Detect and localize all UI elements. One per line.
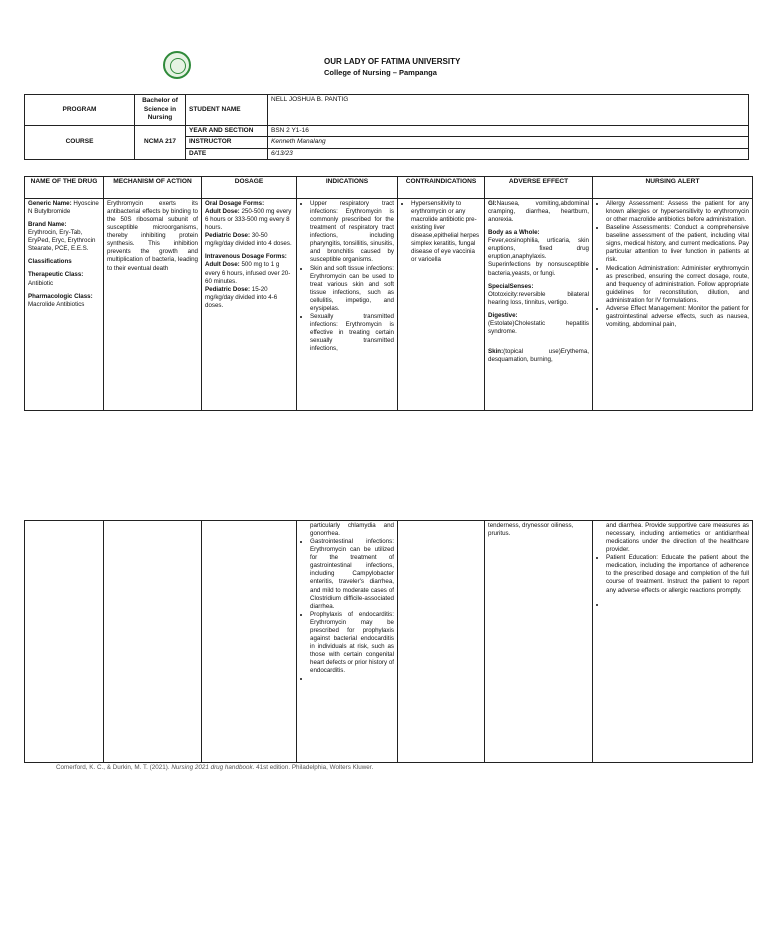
instructor-label: INSTRUCTOR bbox=[186, 137, 268, 148]
student-name-value: NELL JOSHUA B. PANTIG bbox=[268, 95, 749, 126]
iv-adult-label: Adult Dose: bbox=[205, 261, 240, 269]
indication-item: • Prophylaxis of endocarditis: Erythromycin may be prescribed for prophylaxis against bacterial endocarditis in individuals at risk, such as those with certain congenital heart defects or prior history of endocarditis. bbox=[310, 611, 394, 676]
adverse-cell-cont bbox=[485, 521, 593, 763]
col-header-contraindications: CONTRAINDICATIONS bbox=[398, 177, 485, 199]
nursing-cell bbox=[593, 199, 753, 411]
body-effects: Fever,eosinophilia, urticaria, skin eruptions, fixed drug eruption,anaphylaxis. Superinfections by nonsusceptible bacteria,yeasts, or fungi. bbox=[488, 237, 589, 277]
indication-continuation: particularly chlamydia and gonorrhea. bbox=[310, 522, 394, 538]
col-header-nursing: NURSING ALERT bbox=[593, 177, 753, 199]
university-name: OUR LADY OF FATIMA UNIVERSITY bbox=[324, 57, 461, 66]
oral-ped-dose: 30-50 mg/kg/day divided into 4 doses. bbox=[205, 232, 292, 248]
indication-item: • Sexually transmitted infections: Erythromycin is effective in treating certain sexually transmitted infections, bbox=[310, 313, 394, 353]
senses-effects: Ototoxicity:reversible bilateral hearing loss, tinnitus, vertigo. bbox=[488, 290, 589, 306]
skin-effects: (topical use)Erythema, desquamation, burning, bbox=[488, 347, 589, 363]
indication-item-empty bbox=[310, 675, 394, 683]
university-seal-icon bbox=[163, 51, 191, 79]
digestive-effects: (Estolate)Cholestatic hepatitis syndrome. bbox=[488, 319, 589, 335]
iv-adult-dose: 500 mg to 1 g every 6 hours, infused over 20-60 minutes. bbox=[205, 261, 291, 285]
pharmacologic-value: Macrolide Antibiotics bbox=[28, 300, 85, 308]
oral-adult-label: Adult Dose: bbox=[205, 208, 240, 216]
nursing-item: • Patient Education: Educate the patient about the medication, including the importance of adherence to the prescribed dosage and completion of the full course of treatment. Instruct the patient to report any adverse effects or allergic reactions promptly. bbox=[606, 554, 749, 594]
gi-effects: Nausea, vomiting,abdominal cramping, diarrhea, heartburn, anorexia. bbox=[488, 200, 589, 224]
pharmacologic-label: Pharmacologic Class: bbox=[28, 292, 93, 300]
contraindication-item: • Hypersensitivity to erythromycin or any macrolide antibiotic pre-existing liver disease,epithelial herpes simplex keratitis, fungal disease of eye vaccinia or varicella bbox=[411, 200, 481, 265]
student-info-table bbox=[24, 94, 749, 160]
nursing-item: • Baseline Assessments: Conduct a comprehensive baseline assessment of the patient, including vital signs, medical history, and current medications. Pay particular attention to liver function in patients at risk. bbox=[606, 224, 749, 264]
skin-label: Skin: bbox=[488, 347, 504, 355]
citation-title: Nursing 2021 drug handbook bbox=[171, 764, 253, 771]
col-header-indications: INDICATIONS bbox=[297, 177, 398, 199]
program-label: PROGRAM bbox=[25, 95, 135, 126]
digestive-label: Digestive: bbox=[488, 311, 518, 319]
nursing-item: • Medication Administration: Administer erythromycin as prescribed, ensuring the correct dosage, route, and frequency of administration. Follow appropriate guidelines for reconstitution, dilution, and administration for IV formulations. bbox=[606, 265, 749, 305]
nursing-item-empty bbox=[606, 601, 749, 609]
indication-item: • Gastrointestinal infections: Erythromycin can be utilized for the treatment of gastrointestinal infections, including Campylobacter enteritis, traveler's diarrhea, and mild to moderate cases of Clostridium difficile-associated diarrhea. bbox=[310, 538, 394, 611]
adverse-cell bbox=[485, 199, 593, 411]
col-header-drug: NAME OF THE DRUG bbox=[25, 177, 104, 199]
course-value: NCMA 217 bbox=[135, 126, 186, 160]
citation bbox=[56, 764, 373, 771]
generic-value: Hyoscine N Butylbromide bbox=[28, 200, 99, 216]
citation-authors: Comerford, K. C., & Durkin, M. T. (2021). bbox=[56, 764, 172, 771]
year-section-label: YEAR AND SECTION bbox=[186, 126, 268, 137]
iv-ped-dose: 15-20 mg/kg/day divided into 4-6 doses. bbox=[205, 285, 278, 309]
gi-label: GI: bbox=[488, 200, 497, 207]
student-name-label: STUDENT NAME bbox=[186, 95, 268, 126]
generic-label: Generic Name: bbox=[28, 200, 72, 207]
col-header-adverse: ADVERSE EFFECT bbox=[485, 177, 593, 199]
indication-item: • Skin and soft tissue infections: Erythromycin can be used to treat various skin and soft tissue infections, such as cellulitis, impetigo, and erysipelas. bbox=[310, 265, 394, 313]
indication-item: • Upper respiratory tract infections: Erythromycin is commonly prescribed for the treatment of respiratory tract infections, including pharyngitis, tonsillitis, sinusitis, and bronchitis caused by susceptible organisms. bbox=[310, 200, 394, 265]
program-value: Bachelor of Science in Nursing bbox=[135, 95, 186, 126]
classification-label: Classifications bbox=[28, 258, 72, 266]
contraindications-cell-cont bbox=[398, 521, 485, 763]
drug-name-cell-cont bbox=[25, 521, 104, 763]
dosage-cell bbox=[202, 199, 297, 411]
nursing-item: • Allergy Assessment: Assess the patient for any known allergies or hypersensitivity to erythromycin or other macrolide antibiotics before administration. bbox=[606, 200, 749, 224]
skin-effects-cont: tenderness, drynessor oiliness, pruritus. bbox=[488, 522, 574, 538]
nursing-cell-cont bbox=[593, 521, 753, 763]
course-label: COURSE bbox=[25, 126, 135, 160]
indications-cell-cont bbox=[297, 521, 398, 763]
year-section-value: BSN 2 Y1-16 bbox=[268, 126, 749, 137]
date-label: DATE bbox=[186, 148, 268, 159]
col-header-dosage: DOSAGE bbox=[202, 177, 297, 199]
drug-name-cell bbox=[25, 199, 104, 411]
iv-ped-label: Pediatric Dose: bbox=[205, 285, 251, 293]
citation-publisher: . 41st edition. Philadelphia, Wolters Kluwer. bbox=[252, 764, 374, 771]
oral-label: Oral Dosage Forms: bbox=[205, 200, 265, 207]
college-name: College of Nursing – Pampanga bbox=[324, 68, 437, 77]
date-value: 6/13/23 bbox=[268, 148, 749, 159]
nursing-continuation: and diarrhea. Provide supportive care measures as necessary, including antiemetics or antidiarrheal medications under the direction of the healthcare provider. bbox=[606, 522, 749, 554]
iv-label: Intravenous Dosage Forms: bbox=[205, 253, 287, 261]
body-label: Body as a Whole: bbox=[488, 229, 540, 237]
oral-ped-label: Pediatric Dose: bbox=[205, 232, 251, 240]
brand-value: Erythrocin, Ery-Tab, EryPed, Eryc, Erythrocin Stearate, PCE, E.E.S. bbox=[28, 229, 96, 253]
contraindications-cell bbox=[398, 199, 485, 411]
senses-label: SpecialSenses: bbox=[488, 282, 534, 290]
mechanism-cell: Erythromycin exerts its antibacterial effects by binding to the 50S ribosomal subunit of susceptible microorganisms, thereby inhibiting protein synthesis. This inhibition prevents the growth and multiplication of bacteria, leading to their eventual death bbox=[104, 199, 202, 411]
col-header-mechanism: MECHANISM OF ACTION bbox=[104, 177, 202, 199]
drug-study-table-page2 bbox=[24, 520, 753, 763]
therapeutic-label: Therapeutic Class: bbox=[28, 271, 84, 279]
instructor-value: Kenneth Manalang bbox=[268, 137, 749, 148]
oral-adult-dose: 250-500 mg every 6 hours or 333-500 mg every 8 hours. bbox=[205, 208, 292, 232]
therapeutic-value: Antibiotic bbox=[28, 279, 54, 287]
indications-cell bbox=[297, 199, 398, 411]
brand-label: Brand Name: bbox=[28, 221, 67, 229]
dosage-cell-cont bbox=[202, 521, 297, 763]
mechanism-cell-cont bbox=[104, 521, 202, 763]
nursing-item: • Adverse Effect Management: Monitor the patient for gastrointestinal adverse effects, such as nausea, vomiting, abdominal pain, bbox=[606, 305, 749, 329]
drug-study-table-page1 bbox=[24, 176, 753, 411]
